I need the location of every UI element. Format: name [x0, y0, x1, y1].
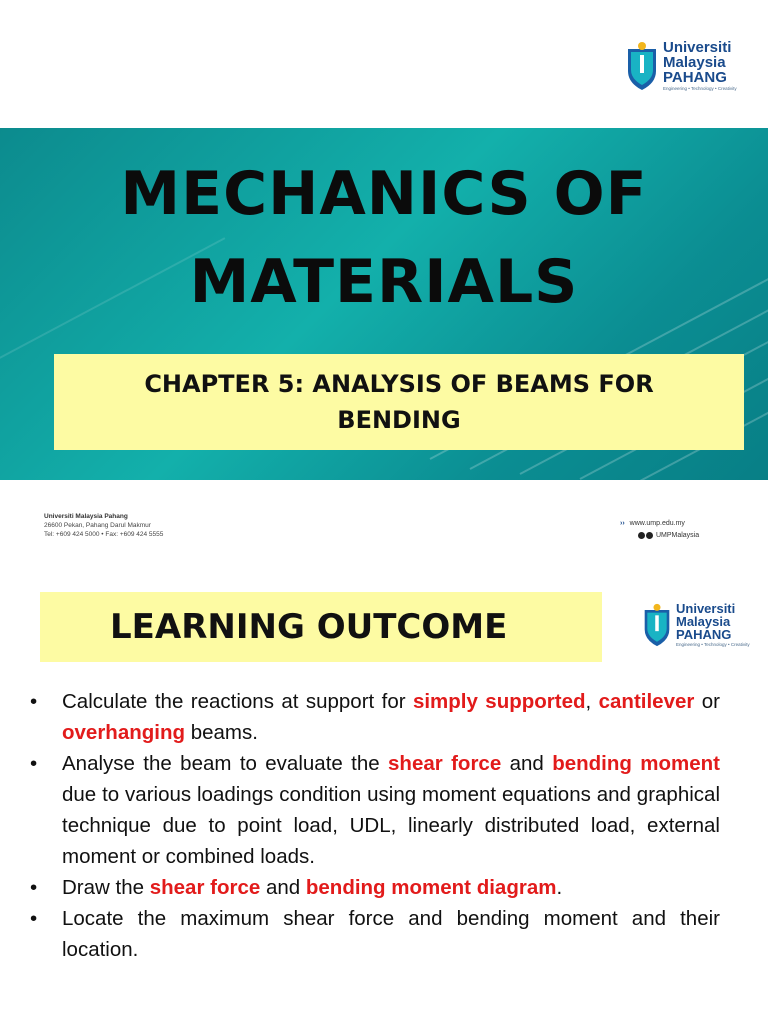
logo-line-3: PAHANG — [676, 627, 732, 642]
chapter-line-2: BENDING — [337, 406, 461, 434]
bullet: • — [30, 752, 38, 775]
chapter-line-1: CHAPTER 5: ANALYSIS OF BEAMS FOR — [144, 370, 654, 398]
ump-logo — [625, 40, 737, 92]
footer-address — [44, 512, 163, 539]
logo-line-1: Universiti — [663, 39, 732, 56]
outcome-list — [30, 686, 720, 965]
arrow-icon: ›› — [620, 520, 625, 527]
social-handle: UMPMalaysia — [655, 532, 700, 539]
text: due to various loadings condition using moment equations and graphical technique due to point load, UDL, linearly distributed load, external moment or combined loads. — [62, 783, 720, 868]
instagram-icon[interactable] — [646, 532, 653, 539]
chapter-heading-box — [54, 354, 744, 450]
footer-org: Universiti Malaysia Pahang — [44, 513, 128, 520]
logo-line-1: Universiti — [676, 601, 736, 616]
footer-links — [620, 518, 699, 542]
slide-title — [0, 150, 768, 326]
text: beams. — [185, 721, 258, 744]
highlight: simply supported — [412, 690, 586, 713]
website-link[interactable]: www.ump.edu.my — [629, 520, 685, 527]
bullet: • — [30, 690, 38, 713]
logo-line-2: Malaysia — [663, 54, 726, 71]
list-item — [30, 686, 720, 748]
ump-shield-icon — [642, 603, 672, 647]
highlight: cantilever — [598, 690, 695, 713]
highlight: bending moment diagram — [305, 876, 557, 899]
logo-tagline: Engineering • Technology • Creativity — [676, 642, 750, 647]
ump-shield-icon — [625, 41, 659, 91]
text: or — [694, 690, 720, 713]
logo-line-3: PAHANG — [663, 69, 727, 86]
footer-address-line: 26600 Pekan, Pahang Darul Makmur — [44, 522, 151, 529]
ump-logo-small — [642, 602, 750, 648]
text: Locate the maximum shear force and bending moment and their location. — [62, 907, 720, 961]
list-item — [30, 872, 720, 903]
facebook-icon[interactable] — [638, 532, 645, 539]
text: and — [260, 876, 306, 899]
logo-line-2: Malaysia — [676, 614, 731, 629]
bullet: • — [30, 876, 38, 899]
list-item — [30, 748, 720, 872]
text: . — [556, 876, 563, 899]
highlight: shear force — [149, 876, 261, 899]
text: , — [585, 690, 599, 713]
bullet: • — [30, 907, 38, 930]
title-line-1: MECHANICS OF — [120, 159, 648, 229]
highlight: shear force — [388, 752, 502, 775]
logo-tagline: Engineering • Technology • Creativity — [663, 86, 737, 91]
text: Analyse the beam to evaluate the — [62, 752, 389, 775]
text: Calculate the reactions at support for — [62, 690, 413, 713]
learning-outcome-heading: LEARNING OUTCOME — [40, 592, 602, 662]
highlight: overhanging — [62, 721, 186, 744]
highlight: bending moment — [552, 752, 720, 775]
text: and — [501, 752, 553, 775]
list-item — [30, 903, 720, 965]
title-line-2: MATERIALS — [189, 247, 579, 317]
text: Draw the — [62, 876, 150, 899]
footer-contact: Tel: +609 424 5000 • Fax: +609 424 5555 — [44, 531, 164, 538]
